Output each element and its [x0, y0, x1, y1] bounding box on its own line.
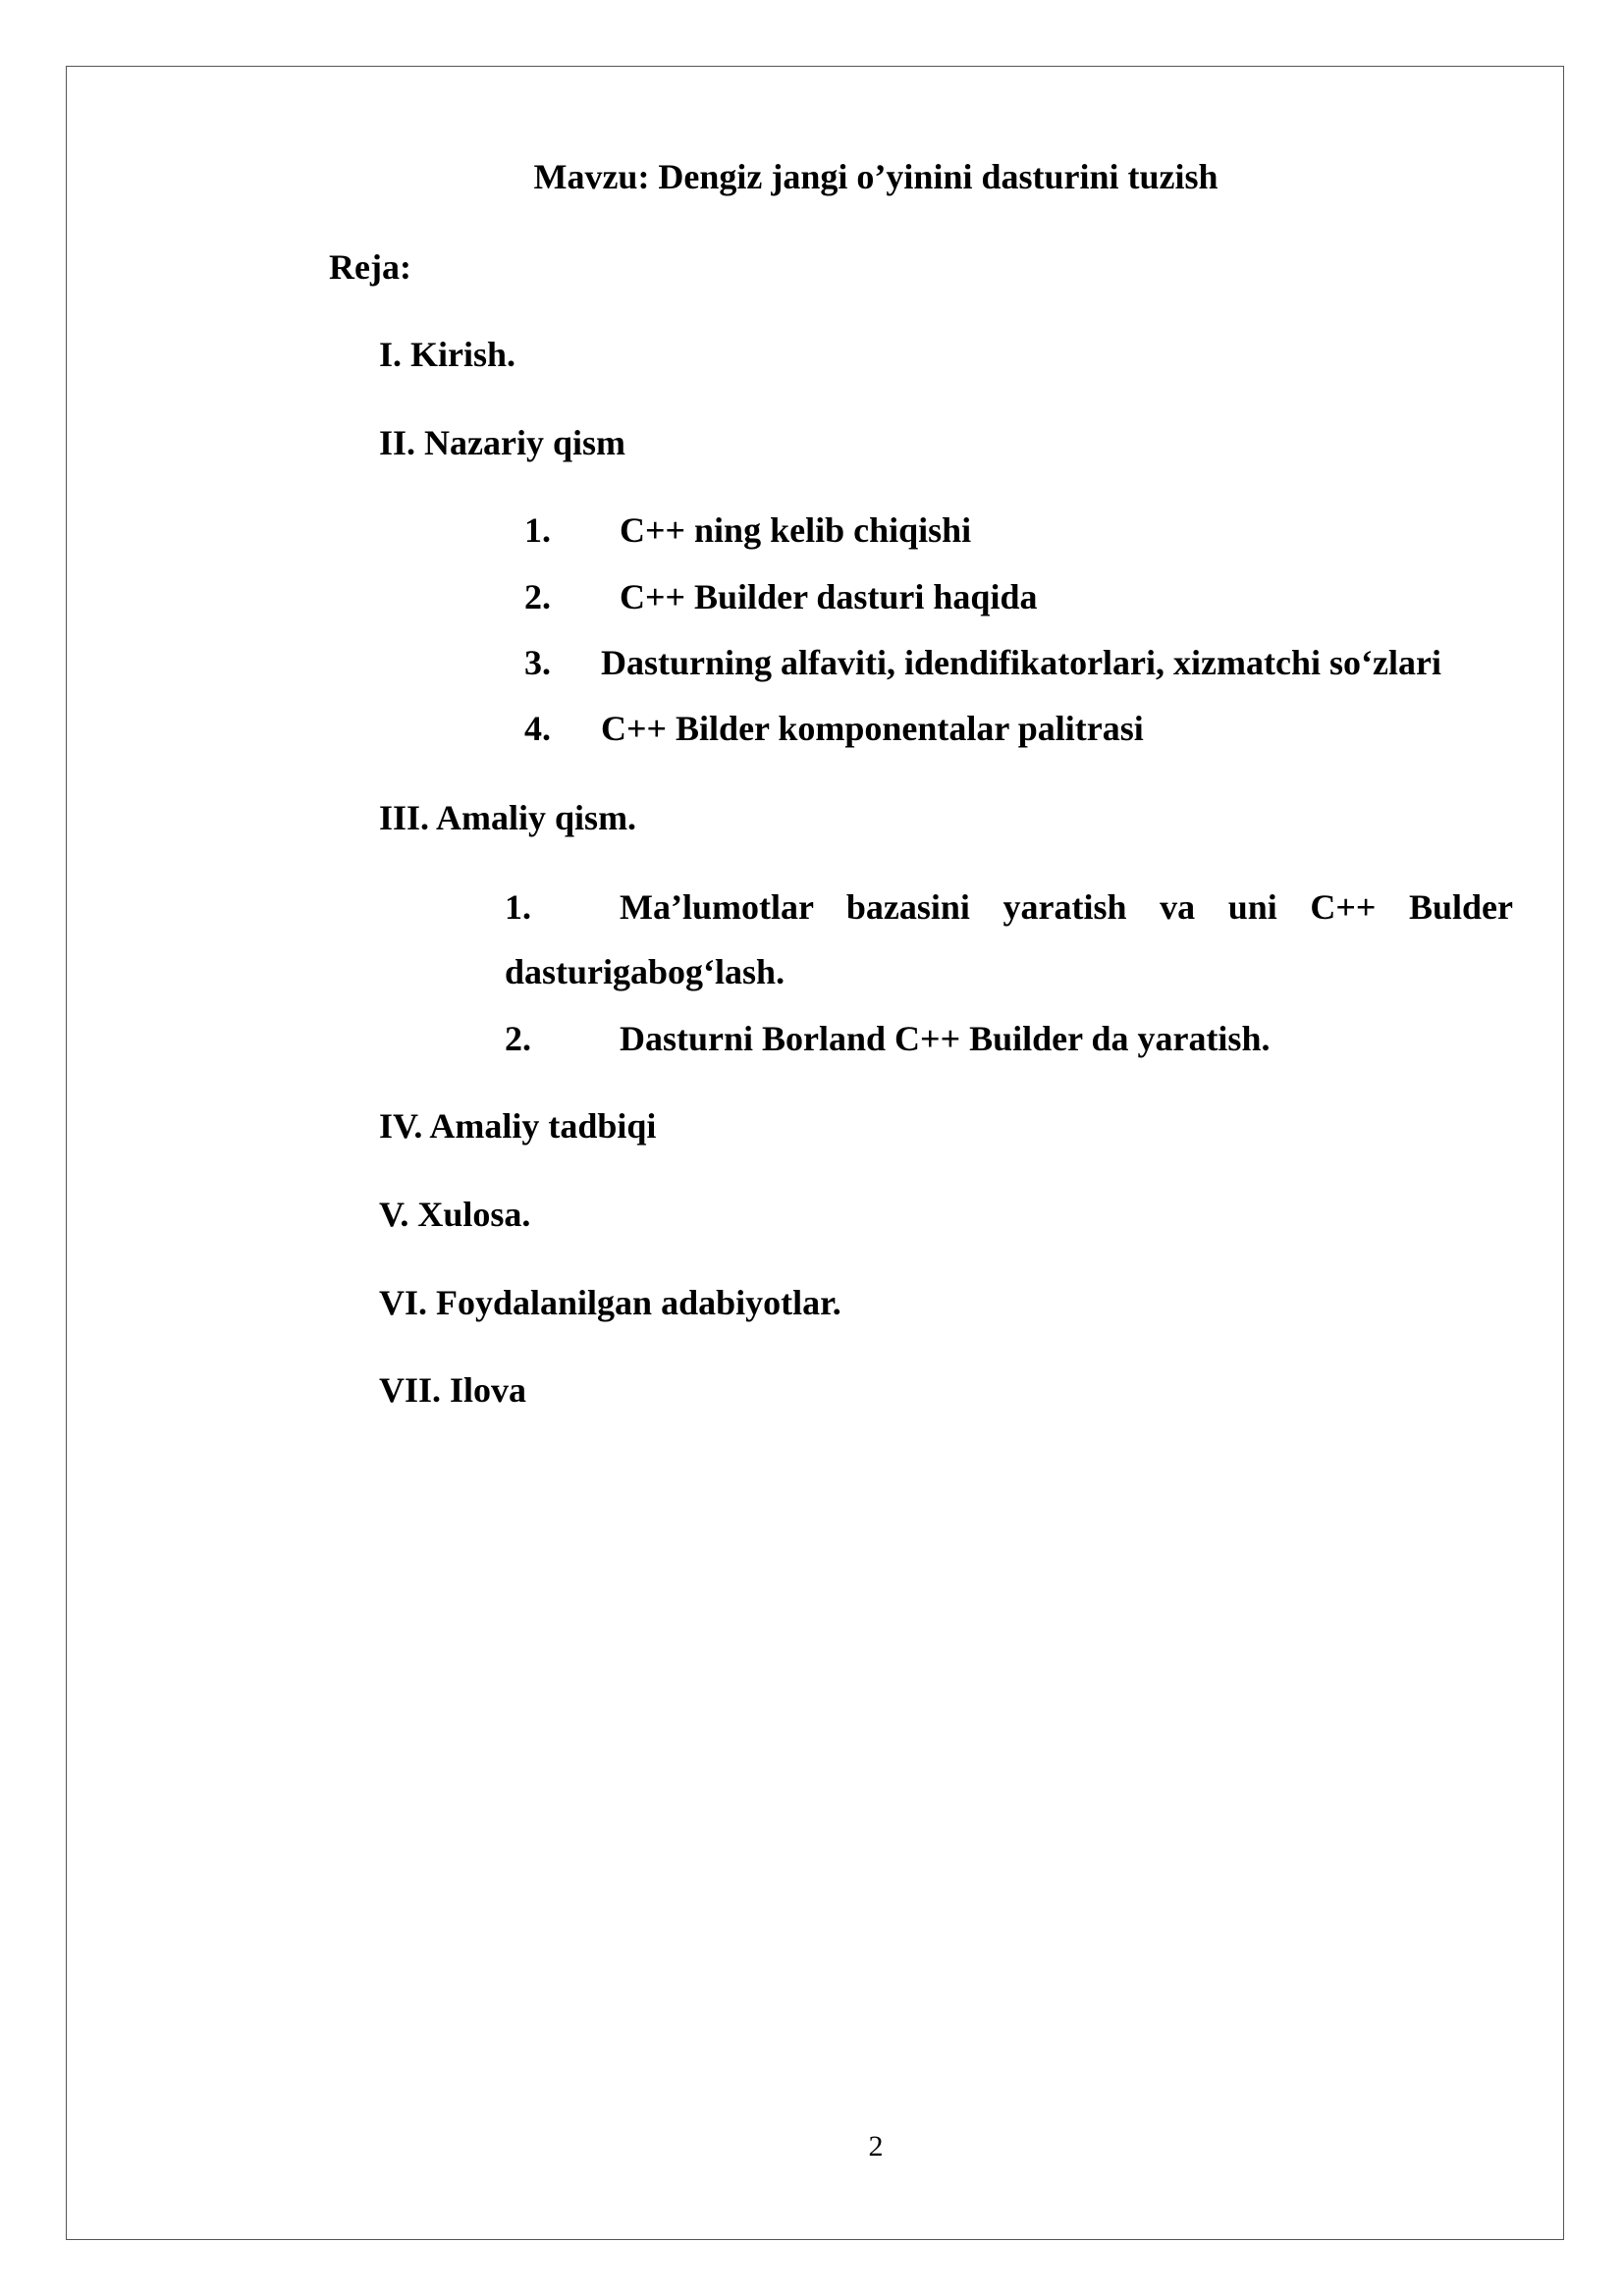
- section-references: VI. Foydalanilgan adabiyotlar.: [379, 1283, 841, 1322]
- list-item-text: C++ Bilder komponentalar palitrasi: [601, 709, 1144, 748]
- list-item-number: 2.: [505, 1019, 531, 1058]
- list-item-text: Ma’lumotlar bazasini yaratish va uni C++ Bulder: [620, 887, 1513, 927]
- section-application: IV. Amaliy tadbiqi: [379, 1106, 657, 1146]
- list-item-number: 1.: [524, 510, 551, 550]
- list-item-number: 3.: [524, 643, 551, 682]
- section-introduction: I. Kirish.: [379, 335, 516, 374]
- page-border: [66, 66, 1564, 2240]
- list-item-text-continuation: dasturigabog‘lash.: [505, 952, 785, 991]
- practice-item-1: [505, 875, 1513, 1004]
- section-conclusion: V. Xulosa.: [379, 1195, 531, 1234]
- section-appendix: VII. Ilova: [379, 1370, 527, 1410]
- section-theory: II. Nazariy qism: [379, 423, 625, 462]
- list-item-number: 2.: [524, 577, 551, 616]
- list-item-text: C++ ning kelib chiqishi: [620, 510, 972, 550]
- list-item-text: Dasturning alfaviti, idendifikatorlari, xizmatchi so‘zlari: [601, 643, 1441, 682]
- document-title: Mavzu: Dengiz jangi o’yinini dasturini tuzish: [533, 157, 1218, 196]
- plan-label: Reja:: [329, 247, 411, 287]
- page-number: 2: [868, 2130, 884, 2163]
- list-item-text: Dasturni Borland C++ Builder da yaratish.: [620, 1019, 1271, 1058]
- list-item-text: C++ Builder dasturi haqida: [620, 577, 1038, 616]
- list-item-number: 1.: [505, 887, 531, 927]
- section-practice: III. Amaliy qism.: [379, 798, 637, 837]
- list-item-number: 4.: [524, 709, 551, 748]
- practice-item-1-line1: [505, 875, 1513, 939]
